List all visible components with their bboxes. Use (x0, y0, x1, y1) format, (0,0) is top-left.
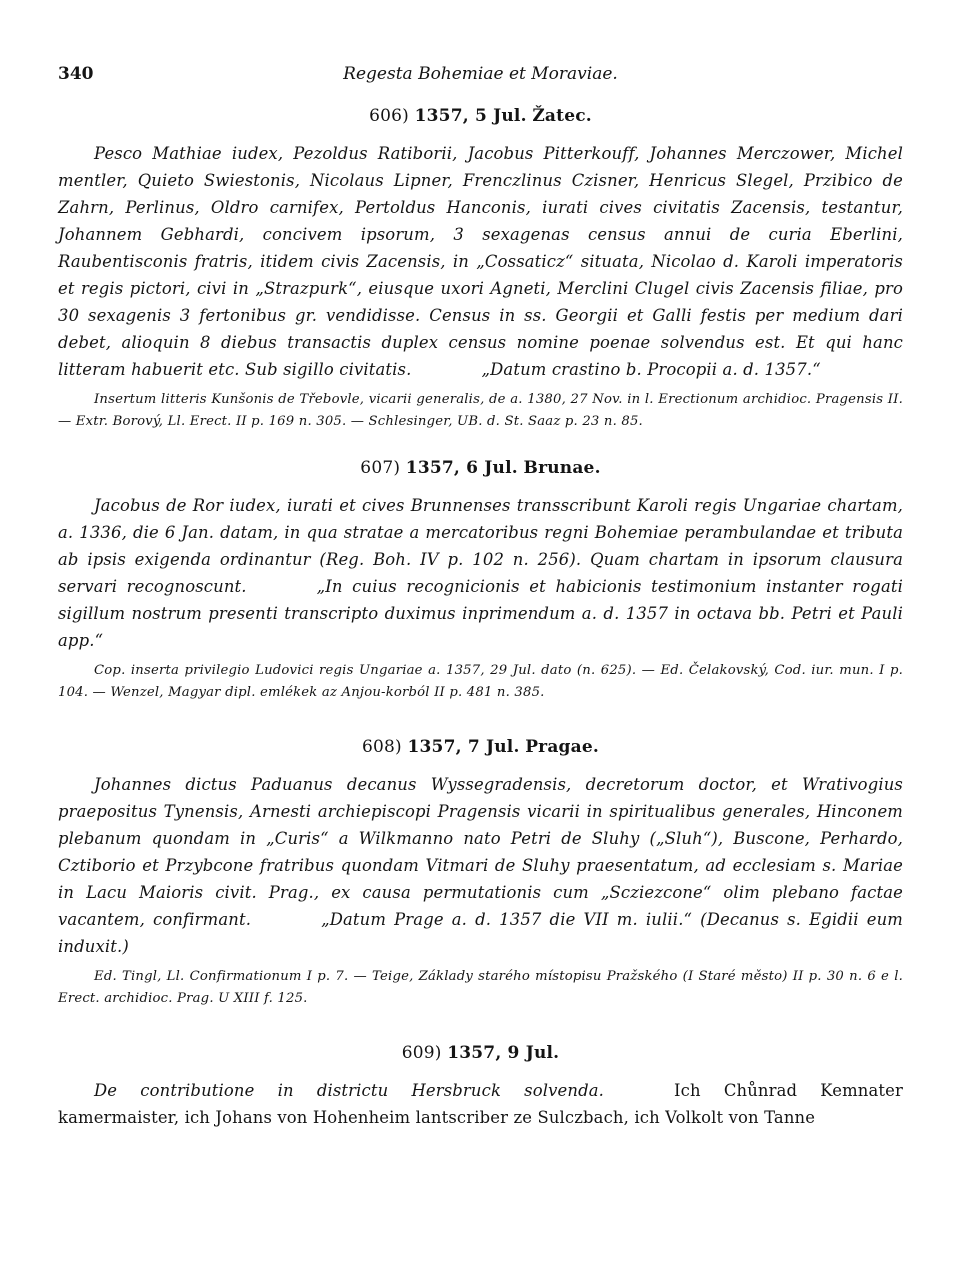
entry-place: Pragae. (525, 737, 599, 757)
entry-text: Jacobus de Ror iudex, iurati et cives Brunnenses transscribunt Karoli regis Ungariae chartam, a. 1336, die 6 Jan. datam, in qua stratae a mercatoribus regni Bohemiae perambulandae et tributa ab ipsis exigenda ordinantur (Reg. Boh. IV p. 102 n. 256). Quam chartam in ipsorum clausura servari recognoscunt. (58, 496, 903, 596)
document-page (58, 52, 903, 1131)
entry-607-source-note: Cop. inserta privilegio Ludovici regis Ungariae a. 1357, 29 Jul. dato (n. 625). — Ed. Čelakovský, Cod. iur. mun. I p. 104. — Wenzel, Magyar dipl. emlékek az Anjou-korból II p. 481 n. 385. (58, 663, 903, 700)
running-title: Regesta Bohemiae et Moraviae. (343, 64, 618, 84)
entry-date: 1357, 6 Jul. (405, 458, 518, 478)
entry-608-source-note: Ed. Tingl, Ll. Confirmationum I p. 7. — Teige, Základy starého místopisu Pražského (I Staré město) II p. 30 n. 6 e l. Erect. archidioc. Prag. U XIII f. 125. (58, 969, 903, 1006)
entry-date: 1357, 7 Jul. (407, 737, 520, 757)
entry-place: Žatec. (532, 106, 592, 126)
entry-dating-quote: „In cuius recognicionis et habicionis testimonium instanter rogati sigillum nostrum presenti transcripto duximus inprimendum a. d. 1357 in octava bb. Petri et Pauli app.“ (58, 577, 903, 650)
entry-606-body (58, 140, 903, 383)
entry-german-text: Ich Chůnrad Kemnater kamermaister, ich Johans von Hohenheim lantscriber ze Sulczbach, ich Volkolt von Tanne (58, 1081, 903, 1127)
entry-number: 609) (401, 1043, 442, 1063)
entry-dating-quote: „Datum crastino b. Procopii a. d. 1357.“ (481, 360, 821, 379)
entry-text: Pesco Mathiae iudex, Pezoldus Ratiborii, Jacobus Pitterkouff, Johannes Merczower, Michel mentler, Quieto Swiestonis, Nicolaus Lipner, Frenczlinus Czisner, Henricus Slegel, Przibico de Zahrn, Perlinus, Oldro carnifex, Pertoldus Hanconis, iurati cives civitatis Zacensis, testantur, Johannem Gebhardi, concivem ipsorum, 3 sexagenas census annui de curia Eberlini, Raubentisconis fratris, itidem civis Zacensis, in „Cossaticz“ situata, Nicolao d. Karoli imperatoris et regis pictori, civi in „Strazpurk“, eiusque uxori Agneti, Merclini Clugel civis Zacensis filiae, pro 30 sexagenis 3 fertonibus gr. vendidisse. Census in ss. Georgii et Galli festis per medium dari debet, alioquin 8 diebus transactis duplex census nomine poenae solvendus est. Et qui hanc litteram habuerit etc. Sub sigillo civitatis. (58, 144, 903, 379)
entry-place: Brunae. (523, 458, 601, 478)
entry-number: 607) (360, 458, 401, 478)
entry-606-source-note: Insertum litteris Kunšonis de Třebovle, vicarii generalis, de a. 1380, 27 Nov. in l. Erectionum archidioc. Pragensis II. — Extr. Borový, Ll. Erect. II p. 169 n. 305. — Schlesinger, UB. d. St. Saaz p. 23 n. 85. (58, 392, 903, 429)
entry-606-heading (58, 106, 903, 126)
entry-dating-quote: „Datum Prage a. d. 1357 die VII m. iulii.“ (Decanus s. Egidii eum induxit.) (58, 910, 903, 956)
entry-number: 608) (362, 737, 402, 757)
entry-608-heading (58, 737, 903, 757)
entry-609-body (58, 1077, 903, 1131)
entry-date: 1357, 5 Jul. (414, 106, 527, 126)
entry-607-heading (58, 458, 903, 478)
entry-text: De contributione in districtu Hersbruck solvenda. (94, 1081, 605, 1100)
entry-609-heading (58, 1043, 903, 1063)
entry-number: 606) (369, 106, 409, 126)
entry-text: Johannes dictus Paduanus decanus Wyssegradensis, decretorum doctor, et Wrativogius praepositus Tynensis, Arnesti archiepiscopi Pragensis vicarii in spiritualibus generales, Hinconem plebanum quondam in „Curis“ a Wilkmanno nato Petri de Sluhy („Sluh“), Buscone, Perhardo, Cztiborio et Przybcone fratribus quondam Vitmari de Sluhy praesentatum, ad ecclesiam s. Mariae in Lacu Maioris civit. Prag., ex causa permutationis cum „Scziezcone“ olim plebano factae vacantem, confirmant. (58, 775, 903, 929)
entry-date: 1357, 9 Jul. (447, 1043, 560, 1063)
page-number: 340 (58, 64, 94, 84)
entry-608-body (58, 771, 903, 960)
running-header (58, 52, 903, 86)
entry-607-body (58, 492, 903, 654)
